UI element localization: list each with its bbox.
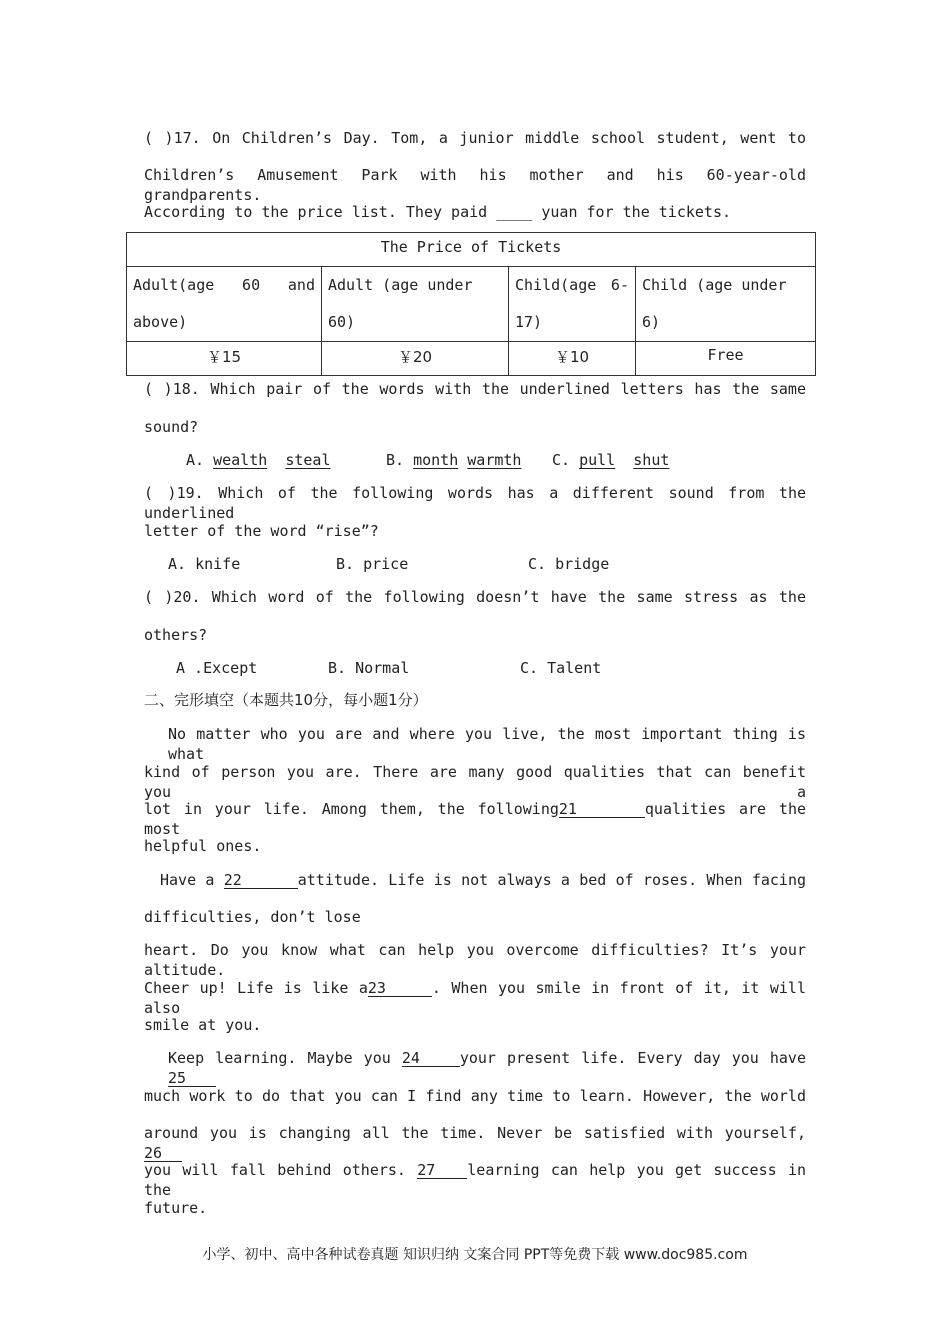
header-child-6-17: Child(age 6-17) [509,267,636,342]
blank-22[interactable]: 22 [224,872,298,889]
blank-24[interactable]: 24 [402,1050,460,1067]
price-table-title: The Price of Tickets [127,233,816,267]
cloze-p3-line1: Keep learning. Maybe you 24 your present life. Every day you have 25 [168,1049,806,1087]
q19-option-a: A. knife [168,555,241,573]
cloze-p2-line4: Cheer up! Life is like a23 . When you smile in front of it, it will also [144,979,806,1017]
price-adult-60-plus: ￥15 [127,342,322,376]
q17-line1: ( )17. On Children’s Day. Tom, a junior middle school student, went to [144,129,806,147]
q18-option-c: C. pull shut [552,451,670,469]
price-child-under-6: Free [636,342,816,376]
cloze-p2-line5: smile at you. [144,1016,262,1034]
q17-line2: Children’s Amusement Park with his mother and his 60-year-old grandparents. [144,166,806,204]
blank-25[interactable]: 25 [168,1070,216,1087]
header-adult-60-plus: Adult(age 60 and above) [127,267,322,342]
q20-option-c: C. Talent [520,659,602,677]
q20-line1: ( )20. Which word of the following doesn’t have the same stress as the [144,588,806,606]
q18-option-b: B. month warmth [386,451,522,469]
cloze-p1-line3: lot in your life. Among them, the following21 qualities are the most [144,800,807,838]
cloze-p3-line5: future. [144,1199,208,1217]
cloze-p2-line3: heart. Do you know what can help you overcome difficulties? It’s your altitude. [144,941,806,979]
cloze-p1-line1: No matter who you are and where you live, the most important thing is what [168,725,806,763]
q18-options [144,450,806,470]
price-table [126,232,816,376]
q19-option-c: C. bridge [528,555,610,573]
header-child-under-6: Child (age under 6) [636,267,816,342]
q20-option-a: A .Except [176,659,258,677]
blank-26[interactable]: 26 [144,1145,182,1162]
q18-line1: ( )18. Which pair of the words with the underlined letters has the same [144,380,806,398]
page-footer[interactable]: 小学、初中、高中各种试卷真题 知识归纳 文案合同 PPT等免费下载 www.doc985.com [202,1247,748,1263]
cloze-p1-line4: helpful ones. [144,837,262,855]
cloze-p3-line4: you will fall behind others. 27 learning can help you get success in the [144,1161,807,1199]
cloze-p2-line1: Have a 22 attitude. Life is not always a bed of roses. When facing [160,871,807,889]
q19-options [144,554,806,574]
q20-options [144,658,806,678]
blank-23[interactable]: 23 [368,980,432,997]
blank-21[interactable]: 21 [559,801,645,818]
blank-27[interactable]: 27 [417,1162,467,1179]
cloze-p3-line2: much work to do that you can I find any time to learn. However, the world [144,1087,806,1105]
cloze-p1-line2: kind of person you are. There are many good qualities that can benefit you a [144,763,806,801]
cloze-p3-line3: around you is changing all the time. Never be satisfied with yourself, 26 [144,1124,806,1162]
q19-option-b: B. price [336,555,409,573]
q20-option-b: B. Normal [328,659,410,677]
price-adult-under-60: ￥20 [322,342,509,376]
q19-line2: letter of the word “rise”? [144,522,379,540]
q20-line2: others? [144,626,208,644]
price-child-6-17: ￥10 [509,342,636,376]
q18-line2: sound? [144,418,199,436]
q19-line1: ( )19. Which of the following words has a different sound from the underlined [144,484,806,522]
section2-heading: 二、完形填空（本题共10分，每小题1分） [144,691,428,709]
header-adult-under-60: Adult (age under 60) [322,267,509,342]
q18-option-a: A. wealth steal [186,451,331,469]
q17-line3: According to the price list. They paid ____ yuan for the tickets. [144,203,731,221]
cloze-p2-line2: difficulties, don’t lose [144,908,361,926]
